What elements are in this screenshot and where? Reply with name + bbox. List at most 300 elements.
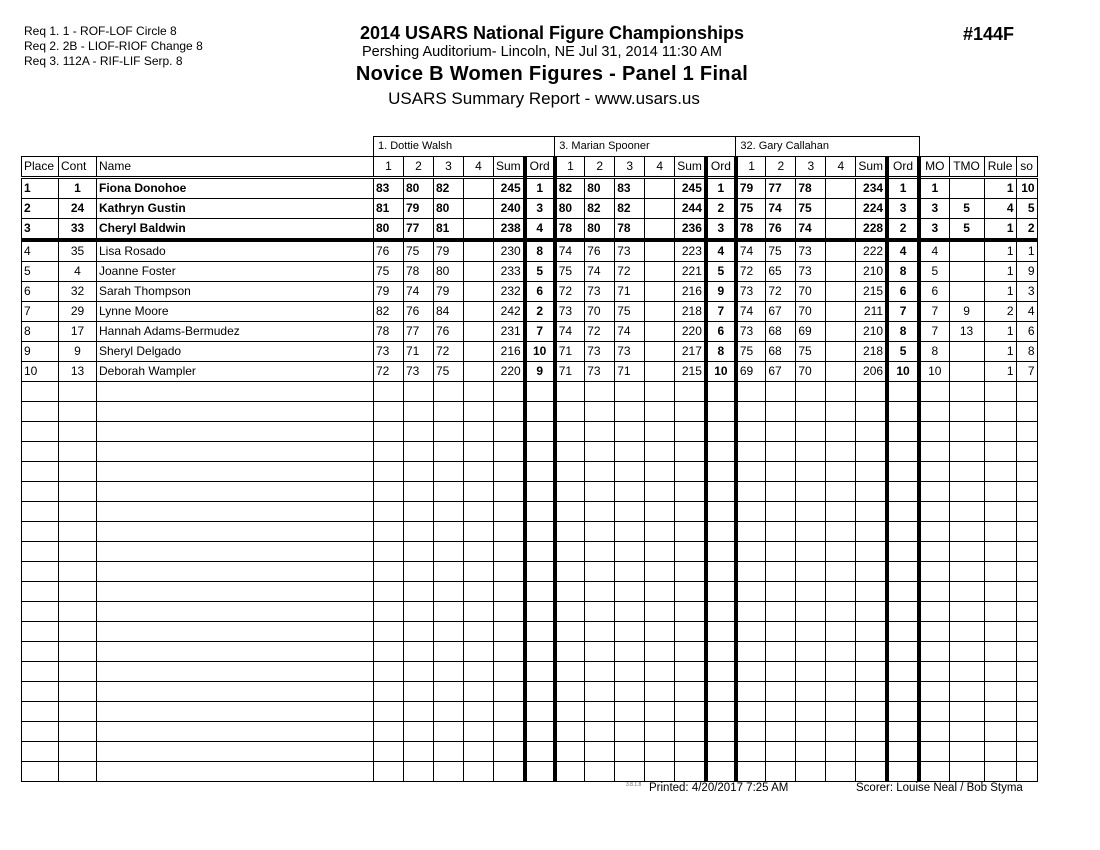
empty-cell: [675, 562, 706, 582]
empty-cell: [919, 462, 949, 482]
empty-cell: [949, 502, 984, 522]
so-cell: 5: [1016, 199, 1037, 219]
mo-cell: 7: [919, 302, 949, 322]
name-cell: Cheryl Baldwin: [97, 219, 374, 241]
empty-cell: [525, 382, 555, 402]
empty-cell: [645, 382, 675, 402]
score-cell: [826, 362, 856, 382]
empty-cell: [796, 442, 826, 462]
empty-cell: [645, 442, 675, 462]
empty-cell: [434, 682, 464, 702]
mo-cell: 1: [919, 178, 949, 199]
place-cell: 5: [22, 262, 59, 282]
empty-cell: [736, 442, 766, 462]
empty-cell: [856, 482, 887, 502]
empty-cell: [766, 702, 796, 722]
table-row: [22, 342, 1038, 362]
empty-cell: [887, 422, 919, 442]
empty-cell: [826, 562, 856, 582]
empty-cell: [984, 762, 1016, 782]
empty-cell: [1016, 382, 1037, 402]
empty-cell: [585, 422, 615, 442]
empty-cell: [434, 582, 464, 602]
empty-cell: [22, 422, 59, 442]
empty-cell: [1016, 562, 1037, 582]
championship-title: 2014 USARS National Figure Championships: [359, 23, 745, 43]
empty-cell: [404, 562, 434, 582]
empty-cell: [887, 722, 919, 742]
empty-cell: [826, 522, 856, 542]
empty-cell: [984, 562, 1016, 582]
cont-cell: 17: [59, 322, 97, 342]
empty-cell: [984, 682, 1016, 702]
empty-cell: [919, 682, 949, 702]
empty-cell: [59, 442, 97, 462]
empty-cell: [434, 702, 464, 722]
empty-cell: [766, 562, 796, 582]
ordinal-cell: 2: [887, 219, 919, 241]
empty-cell: [494, 622, 525, 642]
score-cell: 75: [374, 262, 404, 282]
col-so: so: [1016, 157, 1037, 178]
empty-cell: [97, 542, 374, 562]
empty-cell: [615, 462, 645, 482]
score-cell: 79: [404, 199, 434, 219]
empty-cell: [97, 402, 374, 422]
col-j3-fig2: 2: [766, 157, 796, 178]
empty-cell: [374, 722, 404, 742]
printed-timestamp: Printed: 4/20/2017 7:25 AM: [649, 782, 789, 794]
empty-cell: [766, 382, 796, 402]
ordinal-cell: 8: [706, 342, 736, 362]
empty-cell: [434, 762, 464, 782]
empty-cell: [374, 602, 404, 622]
score-cell: 74: [736, 240, 766, 262]
score-cell: 76: [585, 240, 615, 262]
score-cell: 73: [615, 342, 645, 362]
empty-cell: [434, 642, 464, 662]
name-cell: Deborah Wampler: [97, 362, 374, 382]
empty-cell: [374, 742, 404, 762]
empty-cell: [555, 522, 585, 542]
empty-cell: [1016, 662, 1037, 682]
so-cell: 10: [1016, 178, 1037, 199]
mo-cell: 6: [919, 282, 949, 302]
empty-cell: [887, 482, 919, 502]
empty-cell: [22, 442, 59, 462]
empty-cell: [736, 402, 766, 422]
score-cell: 81: [434, 219, 464, 241]
so-cell: 6: [1016, 322, 1037, 342]
empty-cell: [585, 542, 615, 562]
empty-cell: [59, 382, 97, 402]
so-cell: 2: [1016, 219, 1037, 241]
col-tmo: TMO: [949, 157, 984, 178]
empty-cell: [736, 422, 766, 442]
empty-cell: [949, 682, 984, 702]
empty-cell: [374, 762, 404, 782]
empty-cell: [59, 582, 97, 602]
empty-cell: [555, 402, 585, 422]
empty-cell: [97, 482, 374, 502]
empty-cell: [615, 522, 645, 542]
empty-cell: [984, 582, 1016, 602]
empty-cell: [706, 662, 736, 682]
software-version: 3.8.1.8: [626, 782, 642, 788]
mo-cell: 3: [919, 199, 949, 219]
col-j2-fig2: 2: [585, 157, 615, 178]
empty-cell: [1016, 582, 1037, 602]
col-j1-ord: Ord: [525, 157, 555, 178]
empty-cell: [494, 762, 525, 782]
empty-cell: [766, 642, 796, 662]
empty-cell: [856, 702, 887, 722]
empty-row: [22, 662, 1038, 682]
report-subtitle: USARS Summary Report - www.usars.us: [388, 89, 700, 108]
empty-cell: [1016, 402, 1037, 422]
empty-cell: [1016, 522, 1037, 542]
empty-cell: [856, 622, 887, 642]
empty-cell: [796, 382, 826, 402]
empty-cell: [984, 402, 1016, 422]
empty-cell: [675, 422, 706, 442]
empty-cell: [675, 522, 706, 542]
empty-cell: [826, 622, 856, 642]
empty-cell: [585, 462, 615, 482]
score-cell: 78: [374, 322, 404, 342]
empty-cell: [736, 642, 766, 662]
empty-cell: [949, 642, 984, 662]
place-cell: 9: [22, 342, 59, 362]
score-cell: 74: [615, 322, 645, 342]
empty-cell: [374, 702, 404, 722]
empty-cell: [645, 582, 675, 602]
empty-cell: [615, 382, 645, 402]
empty-cell: [525, 602, 555, 622]
score-cell: [464, 282, 494, 302]
empty-cell: [796, 702, 826, 722]
empty-cell: [374, 522, 404, 542]
empty-cell: [434, 622, 464, 642]
empty-cell: [736, 522, 766, 542]
sum-cell: 236: [675, 219, 706, 241]
score-cell: [645, 199, 675, 219]
judge-2-name: 3. Marian Spooner: [555, 137, 736, 157]
cont-cell: 33: [59, 219, 97, 241]
empty-cell: [494, 402, 525, 422]
score-cell: 70: [796, 282, 826, 302]
empty-cell: [949, 662, 984, 682]
empty-cell: [615, 722, 645, 742]
empty-cell: [494, 482, 525, 502]
empty-cell: [22, 522, 59, 542]
mo-cell: 7: [919, 322, 949, 342]
score-cell: 76: [374, 240, 404, 262]
empty-cell: [585, 702, 615, 722]
empty-cell: [887, 502, 919, 522]
empty-cell: [919, 602, 949, 622]
empty-cell: [856, 642, 887, 662]
sum-cell: 206: [856, 362, 887, 382]
empty-cell: [585, 442, 615, 462]
empty-cell: [22, 662, 59, 682]
empty-cell: [464, 402, 494, 422]
empty-cell: [645, 462, 675, 482]
empty-cell: [736, 382, 766, 402]
empty-cell: [464, 422, 494, 442]
empty-cell: [949, 722, 984, 742]
table-row: [22, 262, 1038, 282]
event-number: #144F: [963, 24, 1015, 44]
empty-row: [22, 482, 1038, 502]
table-row: [22, 219, 1038, 241]
empty-cell: [434, 442, 464, 462]
empty-cell: [97, 742, 374, 762]
score-cell: 75: [736, 199, 766, 219]
empty-cell: [645, 762, 675, 782]
empty-cell: [22, 602, 59, 622]
empty-cell: [555, 622, 585, 642]
score-cell: [826, 199, 856, 219]
score-cell: 76: [434, 322, 464, 342]
empty-cell: [766, 762, 796, 782]
empty-cell: [706, 622, 736, 642]
empty-cell: [949, 542, 984, 562]
empty-cell: [374, 482, 404, 502]
empty-cell: [615, 622, 645, 642]
empty-cell: [97, 442, 374, 462]
empty-cell: [736, 542, 766, 562]
empty-cell: [404, 702, 434, 722]
empty-cell: [984, 722, 1016, 742]
empty-cell: [404, 462, 434, 482]
empty-cell: [494, 642, 525, 662]
so-cell: 7: [1016, 362, 1037, 382]
empty-cell: [525, 682, 555, 702]
empty-cell: [525, 542, 555, 562]
sum-cell: 224: [856, 199, 887, 219]
col-j3-fig1: 1: [736, 157, 766, 178]
tmo-cell: [949, 282, 984, 302]
rule-cell: 1: [984, 240, 1016, 262]
score-cell: 70: [796, 302, 826, 322]
empty-cell: [1016, 682, 1037, 702]
empty-cell: [615, 642, 645, 662]
empty-cell: [59, 762, 97, 782]
empty-cell: [706, 482, 736, 502]
score-cell: 76: [766, 219, 796, 241]
score-cell: [645, 302, 675, 322]
empty-cell: [887, 682, 919, 702]
empty-cell: [22, 562, 59, 582]
empty-cell: [59, 702, 97, 722]
empty-cell: [949, 602, 984, 622]
empty-cell: [22, 722, 59, 742]
empty-cell: [984, 462, 1016, 482]
so-cell: 3: [1016, 282, 1037, 302]
empty-cell: [494, 462, 525, 482]
score-cell: 80: [374, 219, 404, 241]
empty-cell: [555, 602, 585, 622]
empty-cell: [984, 662, 1016, 682]
score-cell: 72: [585, 322, 615, 342]
score-cell: 67: [766, 362, 796, 382]
empty-cell: [555, 662, 585, 682]
sum-cell: 223: [675, 240, 706, 262]
empty-cell: [675, 702, 706, 722]
empty-cell: [645, 422, 675, 442]
empty-cell: [645, 622, 675, 642]
empty-row: [22, 622, 1038, 642]
score-cell: 79: [374, 282, 404, 302]
so-cell: 9: [1016, 262, 1037, 282]
ordinal-cell: 7: [887, 302, 919, 322]
empty-cell: [615, 562, 645, 582]
rule-cell: 1: [984, 219, 1016, 241]
empty-cell: [645, 402, 675, 422]
tmo-cell: 5: [949, 219, 984, 241]
results-table: [21, 136, 1038, 782]
empty-cell: [919, 542, 949, 562]
name-cell: Hannah Adams-Bermudez: [97, 322, 374, 342]
empty-cell: [464, 702, 494, 722]
col-j1-fig4: 4: [464, 157, 494, 178]
sum-cell: 234: [856, 178, 887, 199]
col-j2-ord: Ord: [706, 157, 736, 178]
empty-cell: [494, 522, 525, 542]
score-cell: 73: [374, 342, 404, 362]
empty-cell: [919, 442, 949, 462]
empty-cell: [675, 402, 706, 422]
ordinal-cell: 4: [525, 219, 555, 241]
empty-cell: [404, 622, 434, 642]
empty-cell: [59, 502, 97, 522]
tmo-cell: 9: [949, 302, 984, 322]
sum-cell: 210: [856, 262, 887, 282]
score-cell: [464, 178, 494, 199]
empty-cell: [494, 542, 525, 562]
empty-row: [22, 522, 1038, 542]
empty-row: [22, 642, 1038, 662]
empty-cell: [796, 542, 826, 562]
rule-cell: 1: [984, 178, 1016, 199]
empty-cell: [525, 522, 555, 542]
score-cell: 82: [585, 199, 615, 219]
empty-cell: [766, 602, 796, 622]
so-cell: 4: [1016, 302, 1037, 322]
empty-cell: [736, 622, 766, 642]
empty-cell: [525, 462, 555, 482]
empty-cell: [404, 742, 434, 762]
empty-cell: [464, 462, 494, 482]
table-row: [22, 178, 1038, 199]
empty-cell: [404, 602, 434, 622]
col-j2-fig3: 3: [615, 157, 645, 178]
empty-cell: [22, 762, 59, 782]
ordinal-cell: 10: [706, 362, 736, 382]
score-cell: 68: [766, 322, 796, 342]
name-cell: Fiona Donohoe: [97, 178, 374, 199]
empty-cell: [826, 442, 856, 462]
ordinal-cell: 5: [525, 262, 555, 282]
score-cell: [464, 262, 494, 282]
sum-cell: 220: [675, 322, 706, 342]
empty-cell: [585, 762, 615, 782]
empty-cell: [464, 762, 494, 782]
empty-cell: [826, 482, 856, 502]
score-cell: 77: [404, 322, 434, 342]
empty-cell: [645, 682, 675, 702]
name-cell: Kathryn Gustin: [97, 199, 374, 219]
sum-cell: 217: [675, 342, 706, 362]
empty-cell: [766, 662, 796, 682]
score-cell: 75: [796, 342, 826, 362]
empty-row: [22, 502, 1038, 522]
empty-row: [22, 722, 1038, 742]
score-cell: 77: [766, 178, 796, 199]
score-cell: 79: [434, 240, 464, 262]
rule-cell: 1: [984, 262, 1016, 282]
empty-cell: [464, 722, 494, 742]
empty-cell: [856, 722, 887, 742]
score-cell: 78: [404, 262, 434, 282]
empty-cell: [706, 702, 736, 722]
empty-cell: [494, 682, 525, 702]
empty-cell: [434, 742, 464, 762]
empty-cell: [525, 722, 555, 742]
empty-cell: [949, 562, 984, 582]
empty-cell: [949, 762, 984, 782]
score-cell: 71: [555, 362, 585, 382]
name-cell: Sarah Thompson: [97, 282, 374, 302]
empty-cell: [856, 762, 887, 782]
empty-cell: [1016, 742, 1037, 762]
requirement-2: Req 2. 2B - LIOF-RIOF Change 8: [24, 39, 203, 53]
empty-cell: [585, 682, 615, 702]
empty-cell: [97, 522, 374, 542]
score-cell: 75: [434, 362, 464, 382]
score-cell: 70: [796, 362, 826, 382]
score-cell: [464, 322, 494, 342]
empty-cell: [796, 742, 826, 762]
name-cell: Lisa Rosado: [97, 240, 374, 262]
empty-cell: [856, 662, 887, 682]
empty-cell: [796, 502, 826, 522]
empty-cell: [675, 582, 706, 602]
empty-cell: [796, 642, 826, 662]
empty-cell: [645, 662, 675, 682]
empty-cell: [585, 562, 615, 582]
empty-cell: [22, 682, 59, 702]
empty-cell: [59, 622, 97, 642]
empty-cell: [585, 642, 615, 662]
score-cell: [464, 362, 494, 382]
empty-cell: [856, 682, 887, 702]
empty-cell: [645, 702, 675, 722]
score-cell: 67: [766, 302, 796, 322]
ordinal-cell: 7: [525, 322, 555, 342]
empty-cell: [585, 742, 615, 762]
score-cell: 78: [555, 219, 585, 241]
score-cell: 76: [404, 302, 434, 322]
empty-cell: [984, 702, 1016, 722]
empty-cell: [856, 582, 887, 602]
so-cell: 8: [1016, 342, 1037, 362]
empty-cell: [434, 402, 464, 422]
score-cell: [645, 362, 675, 382]
col-j1-fig3: 3: [434, 157, 464, 178]
tmo-cell: 13: [949, 322, 984, 342]
